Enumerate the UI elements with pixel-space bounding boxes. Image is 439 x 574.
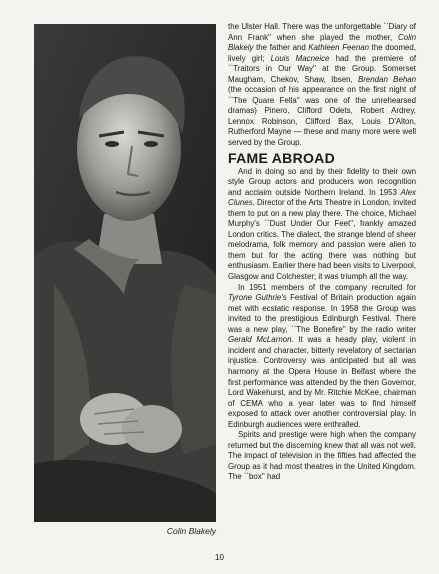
text-run: the Ulster Hall. There was the unforgettable ``Diary of Ann Frank'' when she played the mother, xyxy=(228,22,416,42)
photo-caption: Colin Blakely xyxy=(166,526,216,536)
text-run: Festival of Britain production again met with ecstatic response. In 1958 the Group was invited to the prestigious Edinburgh Festival. There was a new play, ``The Bonefire'' by the radio writer xyxy=(228,293,416,334)
text-run: In 1951 members of the company recruited for xyxy=(238,282,416,292)
text-run: And in doing so and by their fidelity to their own style Group actors and producers won recognition and acclaim outside Northern Ireland. In 1953 xyxy=(228,166,416,197)
text-run: had the premiere of ``Traitors in Our Way'' at the Group. Somerset Maugham, Chekov, Shaw, Ibsen, xyxy=(228,53,417,84)
text-run: Spirits and prestige were high when the company returned but the discerning knew that all was not well. The impact of television in the fifties had affected the Group as it had most theatres in the United Kingdom. The ``box'' had xyxy=(228,430,416,482)
paragraph-3 xyxy=(228,283,416,431)
paragraph-4 xyxy=(228,430,416,483)
article-column xyxy=(228,22,416,483)
text-run: the doomed, lively girl; xyxy=(228,43,416,63)
text-run: the father and xyxy=(253,43,309,53)
italic-name: Alex Clunes xyxy=(228,187,416,208)
paragraph-2 xyxy=(228,167,416,283)
text-run: , Director of the Arts Theatre in London, invited them to put on a new play there. The choice, Michael Murphy's ``Dust Under Our Feet'', frankly amazed London critics. The dialect, the strange blend of sheer melodrama, folk memory and passion were alien to them but for the acting there was nothing but enthusiasm. Earlier there had been visits to Liverpool, Glasgow and Colchester; it was triumph all the way. xyxy=(228,198,416,282)
paragraph-1 xyxy=(228,22,416,149)
italic-name: Kathleen Feenan xyxy=(308,43,369,53)
italic-name: Louis Macneice xyxy=(270,53,330,63)
italic-name: Gerald McLarnon xyxy=(228,335,292,345)
italic-name: Brendan Behan xyxy=(358,74,416,84)
section-heading: FAME ABROAD xyxy=(228,149,336,166)
page-number: 10 xyxy=(215,553,224,562)
italic-name: Tyrone Guthrie's xyxy=(228,293,287,303)
text-run: (the occasion of his appearance on the first night of ``The Quare Fella'' was one of the unrehearsed dramas) Pinero, Clifford Odets, Robert Ardrey, Lennox Robinson, Clifford Bax, Louis D'Alton, Rutherford Mayne — these and many more were well served by the Group. xyxy=(228,85,416,148)
italic-name: Colin Blakely xyxy=(228,32,416,53)
text-run: . It was a heady play, violent in incident and character, bitterly revelatory of sectarian injustice. Controversy was anticipated but all was harmony at the Opera House in Belfast where the first performance was attended by the then Governor, Lord Wakehurst, and by Mr. Ritchie McKee, chairman of CEMA who a year later was to find himself exposed to attack over another controversial play. In Edinburgh audiences were enthralled. xyxy=(228,335,416,429)
portrait-photo xyxy=(34,24,216,522)
